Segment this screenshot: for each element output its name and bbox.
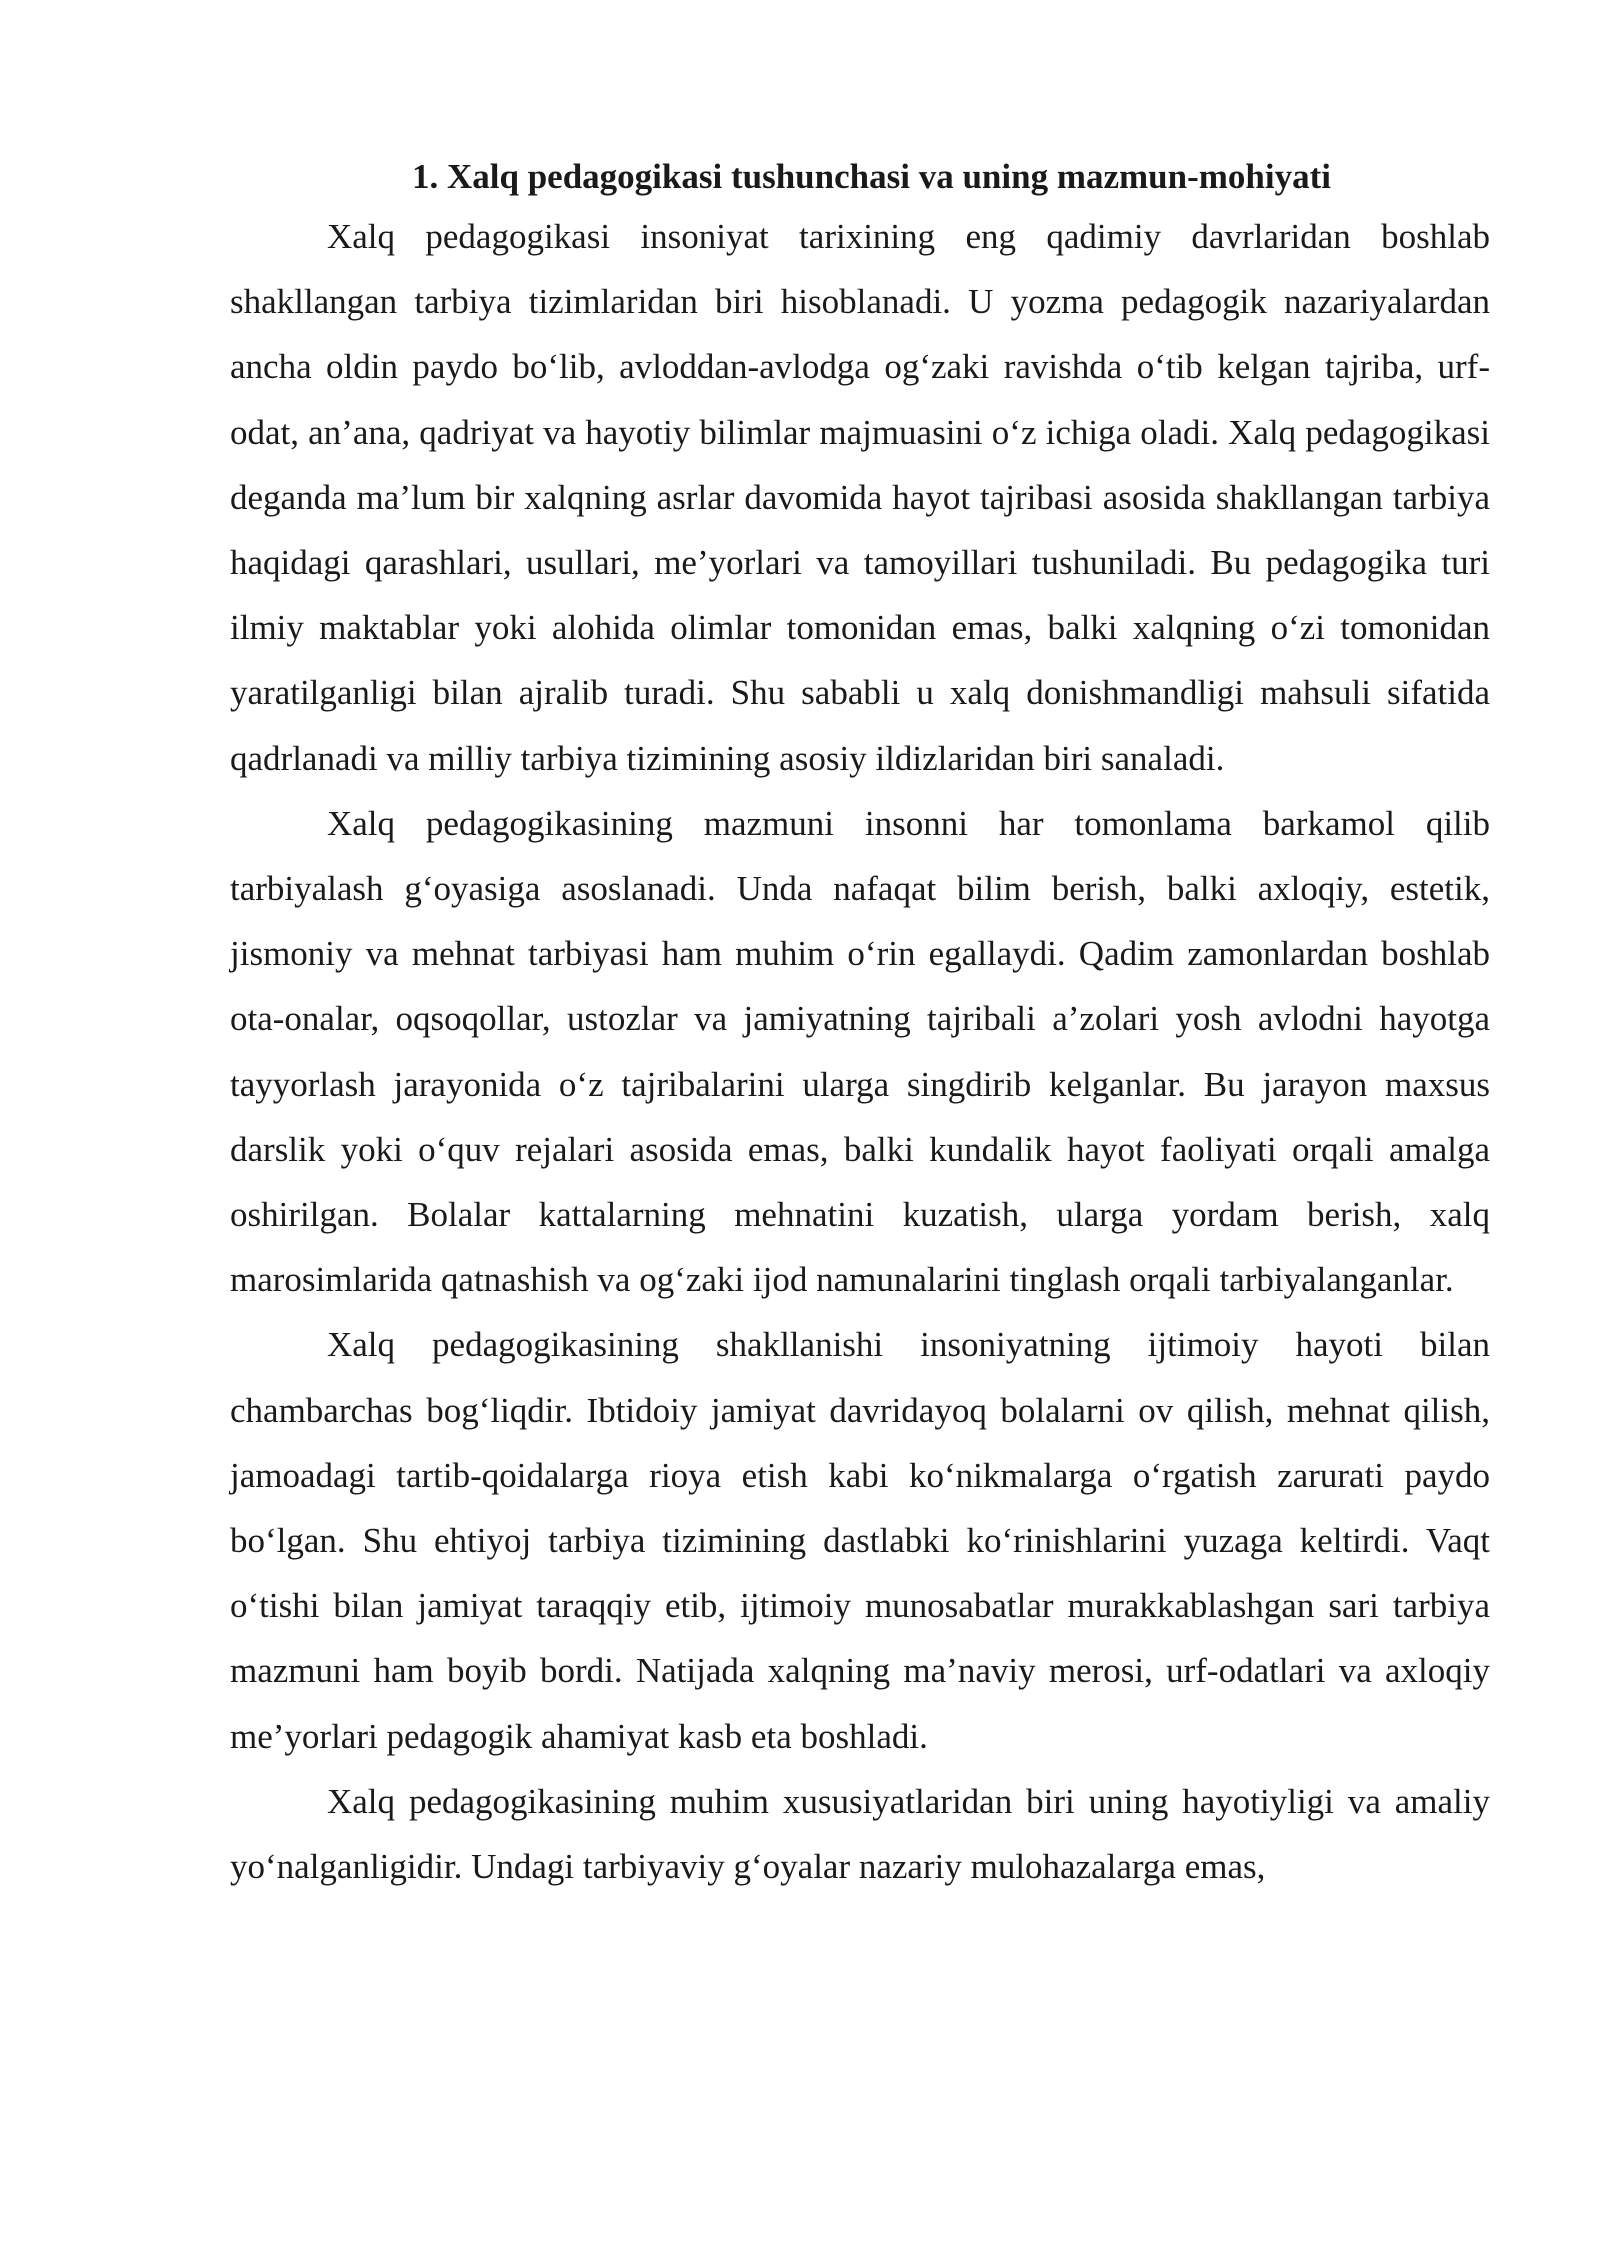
paragraph-4: Xalq pedagogikasining muhim xususiyatlaridan biri uning hayotiyligi va amaliy yo‘nalganligidir. Undagi tarbiyaviy g‘oyalar nazariy mulohazalarga emas,: [230, 1781, 1490, 1887]
paragraph-3: Xalq pedagogikasining shakllanishi insoniyatning ijtimoiy hayoti bilan chambarchas bog‘liqdir. Ibtidoiy jamiyat davridayoq bolalarni ov qilish, mehnat qilish, jamoadagi tartib-qoidalarga rioya etish kabi ko‘nikmalarga o‘rgatish zarurati paydo bo‘lgan. Shu ehtiyoj tarbiya tizimining dastlabki ko‘rinishlarini yuzaga keltirdi. Vaqt o‘tishi bilan jamiyat taraqqiy etib, ijtimoiy munosabatlar murakkablashgan sari tarbiya mazmuni ham boyib bordi. Natijada xalqning ma’naviy merosi, urf-odatlari va axloqiy me’yorlari pedagogik ahamiyat kasb eta boshladi.: [230, 1325, 1490, 1756]
section-heading: 1. Xalq pedagogikasi tushunchasi va uning mazmun-mohiyati: [412, 157, 1331, 196]
paragraph-1: Xalq pedagogikasi insoniyat tarixining eng qadimiy davrlaridan boshlab shakllangan tarbiya tizimlaridan biri hisoblanadi. U yozma pedagogik nazariyalardan ancha oldin paydo bo‘lib, avloddan-avlodga og‘zaki ravishda o‘tib kelgan tajriba, urf-odat, an’ana, qadriyat va hayotiy bilimlar majmuasini o‘z ichiga oladi. Xalq pedagogikasi deganda ma’lum bir xalqning asrlar davomida hayot tajribasi asosida shakllangan tarbiya haqidagi qarashlari, usullari, me’yorlari va tamoyillari tushuniladi. Bu pedagogika turi ilmiy maktablar yoki alohida olimlar tomonidan emas, balki xalqning o‘zi tomonidan yaratilganligi bilan ajralib turadi. Shu sababli u xalq donishmandligi mahsuli sifatida qadrlanadi va milliy tarbiya tizimining asosiy ildizlaridan biri sanaladi.: [230, 217, 1490, 778]
document-body: [230, 150, 1490, 1899]
paragraph-2: Xalq pedagogikasining mazmuni insonni har tomonlama barkamol qilib tarbiyalash g‘oyasiga asoslanadi. Unda nafaqat bilim berish, balki axloqiy, estetik, jismoniy va mehnat tarbiyasi ham muhim o‘rin egallaydi. Qadim zamonlardan boshlab ota-onalar, oqsoqollar, ustozlar va jamiyatning tajribali a’zolari yosh avlodni hayotga tayyorlash jarayonida o‘z tajribalarini ularga singdirib kelganlar. Bu jarayon maxsus darslik yoki o‘quv rejalari asosida emas, balki kundalik hayot faoliyati orqali amalga oshirilgan. Bolalar kattalarning mehnatini kuzatish, ularga yordam berish, xalq marosimlarida qatnashish va og‘zaki ijod namunalarini tinglash orqali tarbiyalanganlar.: [230, 803, 1490, 1300]
